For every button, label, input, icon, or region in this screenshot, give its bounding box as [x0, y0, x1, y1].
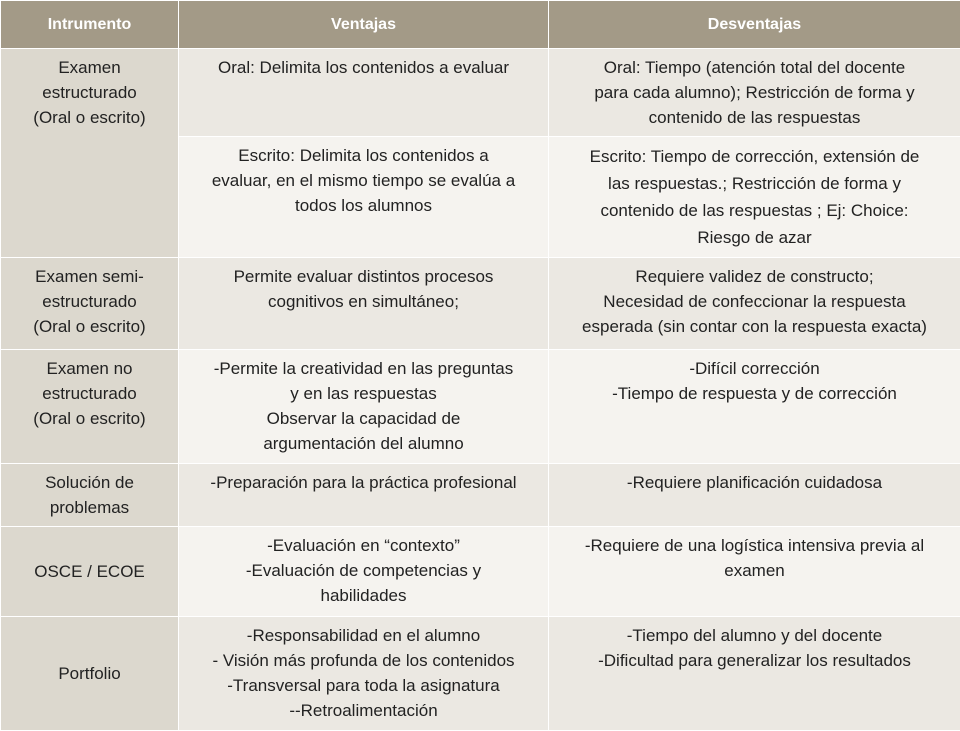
disadvantage-cell: [549, 464, 960, 527]
cell-line: habilidades: [185, 583, 542, 608]
cell-line: evaluar, en el mismo tiempo se evalúa a: [185, 168, 542, 193]
instrument-line: problemas: [7, 495, 172, 520]
header-instrument: Intrumento: [1, 1, 179, 49]
advantage-cell: [179, 464, 549, 527]
disadvantage-cell: [549, 137, 960, 258]
table-row: [1, 464, 960, 527]
cell-line: examen: [555, 558, 954, 583]
instrument-line: Portfolio: [7, 661, 172, 686]
table-row: [1, 350, 960, 464]
disadvantage-cell: [549, 617, 960, 731]
advantage-cell: [179, 258, 549, 350]
advantage-cell: [179, 350, 549, 464]
cell-line: -Evaluación en “contexto”: [185, 533, 542, 558]
cell-line: Requiere validez de constructo;: [555, 264, 954, 289]
instrument-semi-structured-exam: [1, 258, 179, 350]
instrument-line: (Oral o escrito): [7, 105, 172, 130]
instrument-osce-ecoe: [1, 527, 179, 617]
cell-line: -Evaluación de competencias y: [185, 558, 542, 583]
cell-line: para cada alumno); Restricción de forma y: [555, 80, 954, 105]
cell-line: y en las respuestas: [185, 381, 542, 406]
cell-line: Permite evaluar distintos procesos: [185, 264, 542, 289]
cell-line: -Requiere de una logística intensiva previa al: [555, 533, 954, 558]
instrument-portfolio: [1, 617, 179, 731]
instrument-structured-exam: [1, 49, 179, 258]
instrument-line: Examen: [7, 55, 172, 80]
table-row: [1, 527, 960, 617]
cell-line: Observar la capacidad de: [185, 406, 542, 431]
table-row: [1, 258, 960, 350]
cell-line: - Visión más profunda de los contenidos: [185, 648, 542, 673]
cell-line: Oral: Tiempo (atención total del docente: [555, 55, 954, 80]
cell-line: Riesgo de azar: [555, 224, 954, 251]
cell-line: contenido de las respuestas: [555, 105, 954, 130]
cell-line: Escrito: Delimita los contenidos a: [185, 143, 542, 168]
cell-line: -Difícil corrección: [555, 356, 954, 381]
cell-line: -Requiere planificación cuidadosa: [555, 470, 954, 495]
disadvantage-cell: [549, 527, 960, 617]
disadvantage-cell: [549, 49, 960, 137]
instrument-line: (Oral o escrito): [7, 406, 172, 431]
instrument-line: estructurado: [7, 381, 172, 406]
instrument-line: Solución de: [7, 470, 172, 495]
advantage-cell: [179, 49, 549, 137]
header-disadvantages: Desventajas: [549, 1, 960, 49]
cell-line: argumentación del alumno: [185, 431, 542, 456]
cell-line: Oral: Delimita los contenidos a evaluar: [185, 55, 542, 80]
cell-line: -Permite la creatividad en las preguntas: [185, 356, 542, 381]
cell-line: Escrito: Tiempo de corrección, extensión de: [555, 143, 954, 170]
cell-line: -Transversal para toda la asignatura: [185, 673, 542, 698]
cell-line: -Tiempo de respuesta y de corrección: [555, 381, 954, 406]
instrument-line: (Oral o escrito): [7, 314, 172, 339]
disadvantage-cell: [549, 350, 960, 464]
advantage-cell: [179, 617, 549, 731]
disadvantage-cell: [549, 258, 960, 350]
advantage-cell: [179, 137, 549, 258]
cell-line: --Retroalimentación: [185, 698, 542, 723]
cell-line: contenido de las respuestas ; Ej: Choice:: [555, 197, 954, 224]
cell-line: -Dificultad para generalizar los resultados: [555, 648, 954, 673]
cell-line: -Tiempo del alumno y del docente: [555, 623, 954, 648]
header-advantages: Ventajas: [179, 1, 549, 49]
instrument-unstructured-exam: [1, 350, 179, 464]
cell-line: esperada (sin contar con la respuesta exacta): [555, 314, 954, 339]
cell-line: cognitivos en simultáneo;: [185, 289, 542, 314]
table-row: [1, 49, 960, 137]
instrument-line: estructurado: [7, 289, 172, 314]
advantage-cell: [179, 527, 549, 617]
cell-line: -Responsabilidad en el alumno: [185, 623, 542, 648]
instrument-line: Examen semi-: [7, 264, 172, 289]
cell-line: las respuestas.; Restricción de forma y: [555, 170, 954, 197]
instrument-line: estructurado: [7, 80, 172, 105]
cell-line: Necesidad de confeccionar la respuesta: [555, 289, 954, 314]
table-row: [1, 617, 960, 731]
header-row: [1, 1, 960, 49]
instrument-line: OSCE / ECOE: [7, 559, 172, 584]
cell-line: todos los alumnos: [185, 193, 542, 218]
instrument-problem-solving: [1, 464, 179, 527]
instrument-line: Examen no: [7, 356, 172, 381]
cell-line: -Preparación para la práctica profesional: [185, 470, 542, 495]
